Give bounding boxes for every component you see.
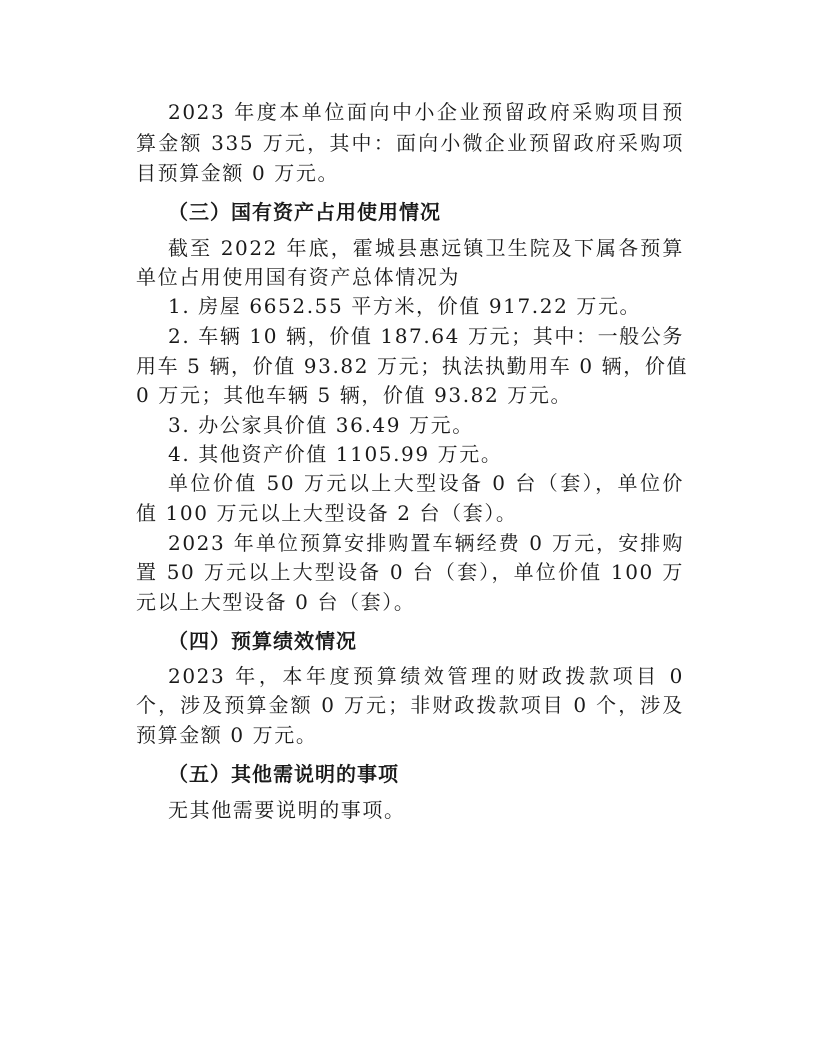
procurement-line-2: 算金额 335 万元，其中：面向小微企业预留政府采购项 <box>136 131 684 155</box>
assets-item-vehicles-1: 2. 车辆 10 辆，价值 187.64 万元；其中：一般公务 <box>168 324 684 348</box>
assets-item-vehicles-3: 0 万元；其他车辆 5 辆，价值 93.82 万元。 <box>136 383 573 407</box>
assets-item-furniture: 3. 办公家具价值 36.49 万元。 <box>168 413 474 437</box>
assets-line-1: 截至 2022 年底，霍城县惠远镇卫生院及下属各预算 <box>168 236 684 260</box>
performance-line-3: 预算金额 0 万元。 <box>136 723 318 747</box>
assets-purchase-line-3: 元以上大型设备 0 台（套）。 <box>136 590 416 614</box>
performance-line-2: 个，涉及预算金额 0 万元；非财政拨款项目 0 个，涉及 <box>136 693 684 717</box>
assets-item-vehicles-2: 用车 5 辆，价值 93.82 万元；执法执勤用车 0 辆，价值 <box>136 354 689 378</box>
assets-equipment-line-2: 值 100 万元以上大型设备 2 台（套）。 <box>136 501 518 525</box>
assets-item-other: 4. 其他资产价值 1105.99 万元。 <box>168 442 503 466</box>
performance-line-1: 2023 年，本年度预算绩效管理的财政拨款项目 0 <box>168 664 684 688</box>
section-heading-other: （五）其他需说明的事项 <box>168 762 399 786</box>
assets-line-2: 单位占用使用国有资产总体情况为 <box>136 265 460 289</box>
other-line-1: 无其他需要说明的事项。 <box>168 798 406 822</box>
section-heading-performance: （四）预算绩效情况 <box>168 629 357 653</box>
assets-item-housing: 1. 房屋 6652.55 平方米，价值 917.22 万元。 <box>168 294 642 318</box>
procurement-line-1: 2023 年度本单位面向中小企业预留政府采购项目预 <box>168 100 684 124</box>
assets-purchase-line-2: 置 50 万元以上大型设备 0 台（套），单位价值 100 万 <box>136 560 684 584</box>
procurement-line-3: 目预算金额 0 万元。 <box>136 161 340 185</box>
section-heading-assets: （三）国有资产占用使用情况 <box>168 200 441 224</box>
assets-purchase-line-1: 2023 年单位预算安排购置车辆经费 0 万元，安排购 <box>168 531 684 555</box>
assets-equipment-line-1: 单位价值 50 万元以上大型设备 0 台（套），单位价 <box>168 471 684 495</box>
